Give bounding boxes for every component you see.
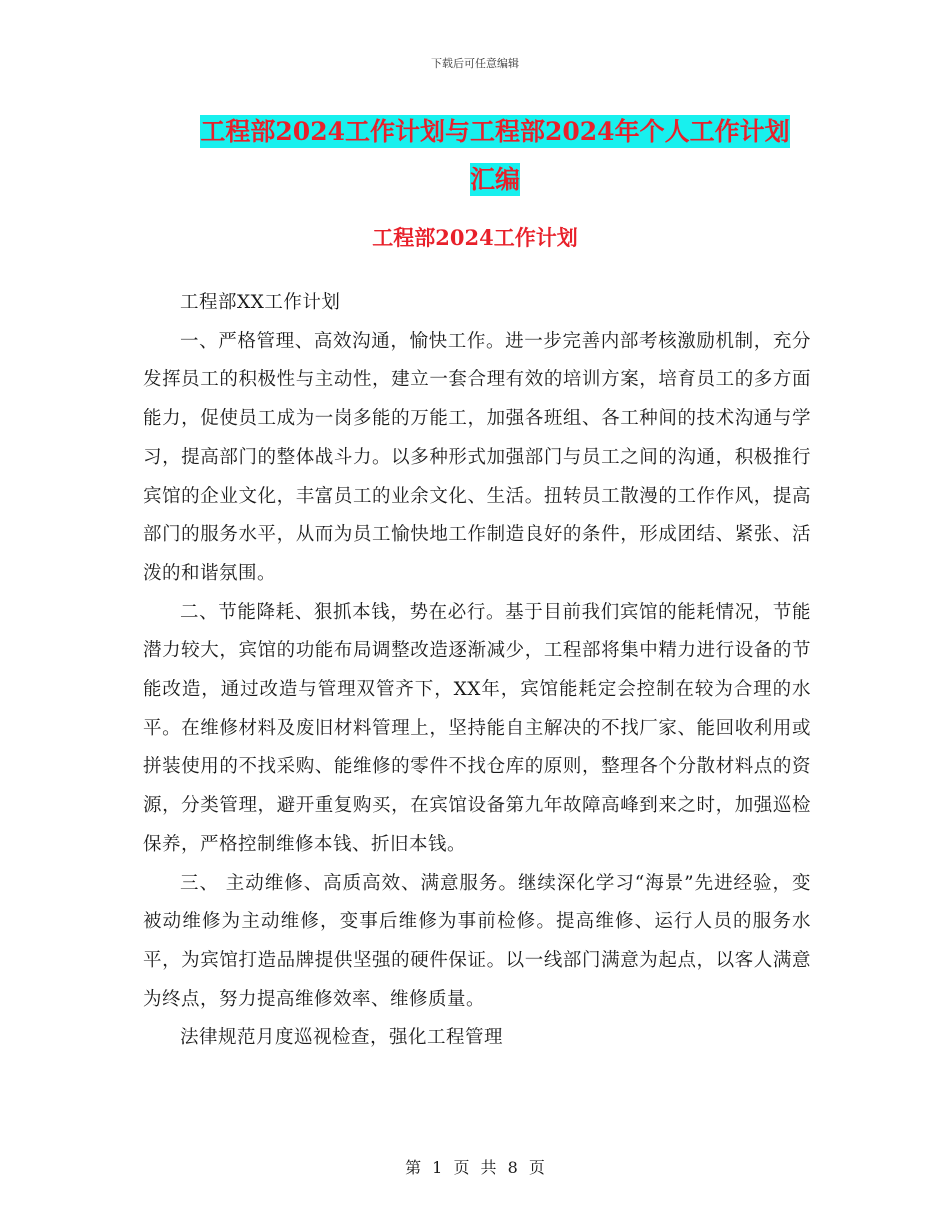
paragraph-1: 一、严格管理、高效沟通，愉快工作。进一步完善内部考核激励机制，充分发挥员工的积极性与主动性，建立一套合理有效的培训方案，培育员工的多方面能力，促使员工成为一岗多能的万能工，加强各班组、各工种间的技术沟通与学习，提高部门的整体战斗力。以多种形式加强部门与员工之间的沟通，积极推行宾馆的企业文化，丰富员工的业余文化、生活。扭转员工散漫的工作作风，提高部门的服务水平，从而为员工愉快地工作制造良好的条件，形成团结、紧张、活泼的和谐氛围。: [143, 330, 811, 584]
page-footer: 第 1 页 共 8 页: [405, 1158, 545, 1177]
title-line-1: 工程部2024工作计划与工程部2024年个人工作计划: [200, 117, 790, 146]
paragraph-3: 三、 主动维修、高质高效、满意服务。继续深化学习“海景”先进经验，变被动维修为主动维修，变事后维修为事前检修。提高维修、运行人员的服务水平，为宾馆打造品牌提供坚强的硬件保证。以一线部门满意为起点，以客人满意为终点，努力提高维修效率、维修质量。: [143, 872, 811, 1010]
paragraph-2: 二、节能降耗、狠抓本钱，势在必行。基于目前我们宾馆的能耗情况，节能潜力较大，宾馆的功能布局调整改造逐渐减少，工程部将集中精力进行设备的节能改造，通过改造与管理双管齐下，XX年，宾馆能耗定会控制在较为合理的水平。在维修材料及废旧材料管理上，坚持能自主解决的不找厂家、能回收利用或拼装使用的不找采购、能维修的零件不找仓库的原则，整理各个分散材料点的资源，分类管理，避开重复购买，在宾馆设备第九年故障高峰到来之时，加强巡检保养，严格控制维修本钱、折旧本钱。: [143, 601, 811, 855]
section-title: 工程部2024工作计划: [372, 225, 578, 250]
document-body: [143, 284, 811, 1058]
paragraph-4: 法律规范月度巡视检查，强化工程管理: [180, 1027, 504, 1049]
paragraph-heading: 工程部XX工作计划: [180, 292, 341, 313]
document-title: [145, 108, 845, 204]
title-line-2: 汇编: [469, 165, 520, 194]
header-note: 下载后可任意编辑: [431, 57, 519, 70]
